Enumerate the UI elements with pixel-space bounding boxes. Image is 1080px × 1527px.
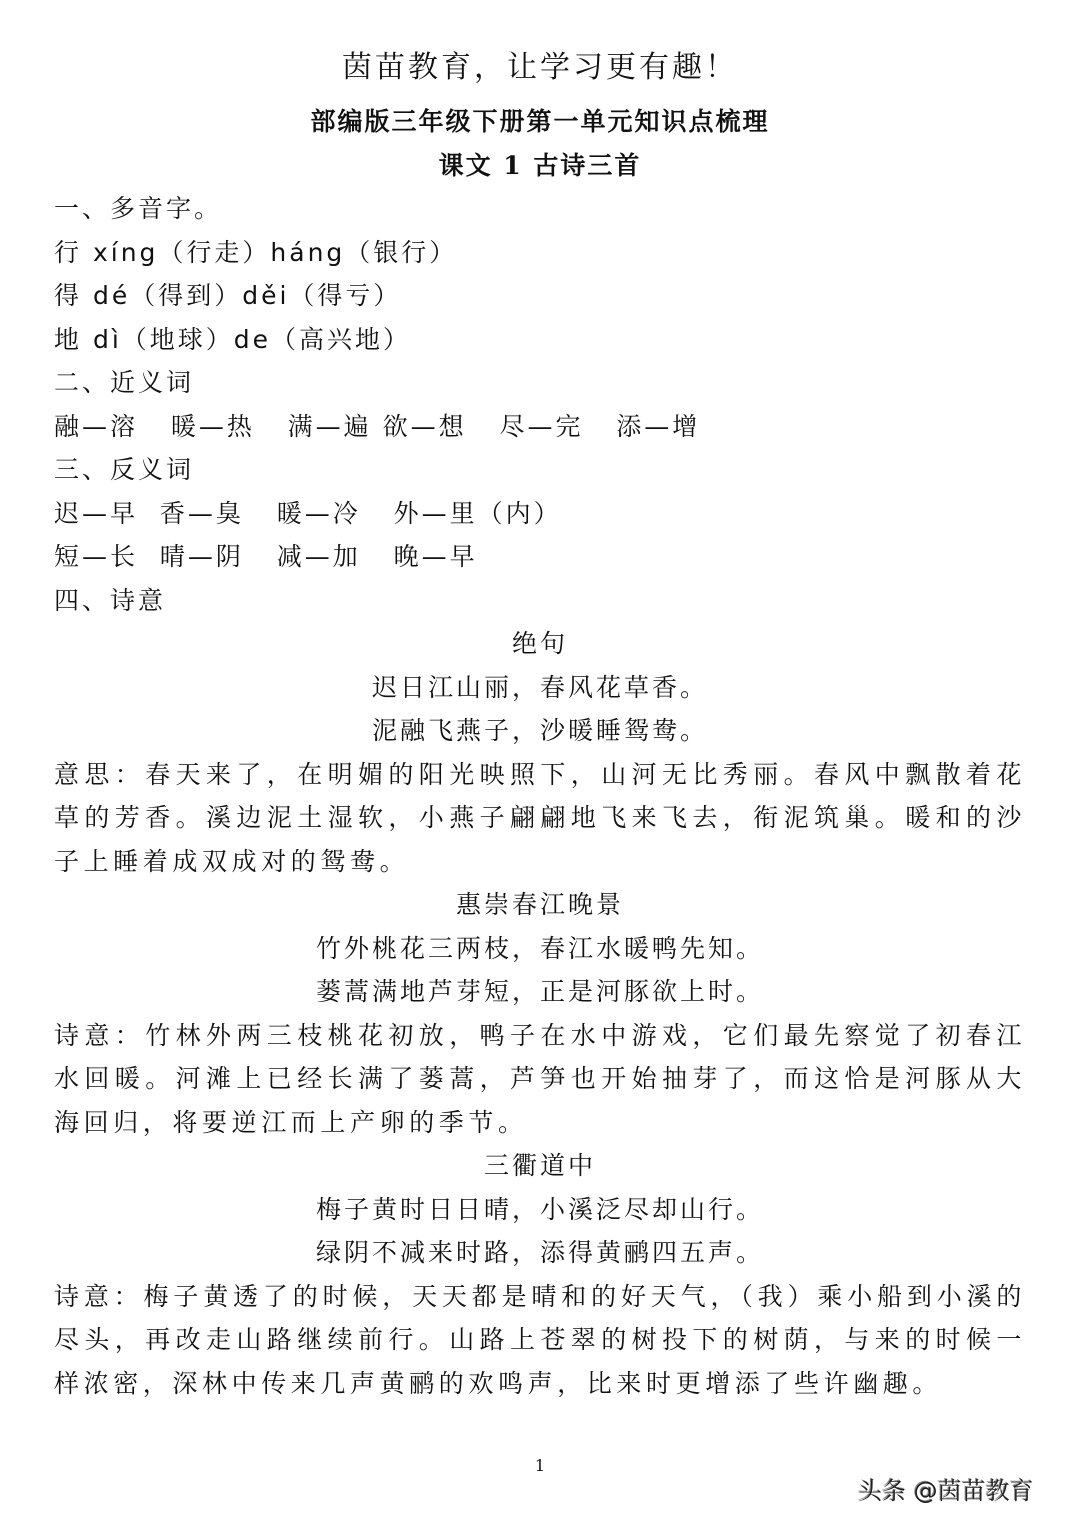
- poem-title: 三衢道中: [483, 1151, 596, 1180]
- poem-line: 绿阴不减来时路，添得黄鹂四五声。: [315, 1238, 764, 1267]
- poem-line: 竹外桃花三两枝，春江水暖鸭先知。: [315, 933, 764, 963]
- list-item: 地 dì（地球）de（高兴地）: [54, 324, 412, 354]
- poem-line: 蒌蒿满地芦芽短，正是河豚欲上时。: [315, 977, 764, 1006]
- poem-title: 绝句: [511, 629, 568, 658]
- lesson-title: 课文 1 古诗三首: [438, 150, 642, 180]
- poem-meaning: 诗意：梅子黄透了的时候，天天都是晴和的好天气，（我）乘小船到小溪的尽头，再改走山路继续前行。山路上苍翠的树投下的树荫，与来的时候一样浓密，深林中传来几声黄鹂的欢鸣声，比来时更增添了些许幽趣。: [54, 1281, 1026, 1398]
- list-item: 短—长 晴—阴 减—加 晚—早: [54, 542, 478, 571]
- document-page: [54, 46, 1026, 1405]
- list-item: 行 xíng（行走）háng（银行）: [54, 237, 458, 267]
- list-item: 融—溶 暖—热 满—遍 欲—想 尽—完 添—增: [54, 411, 701, 441]
- page-title: 茵苗教育，让学习更有趣！: [342, 50, 738, 85]
- poem-line: 梅子黄时日日晴，小溪泛尽却山行。: [315, 1194, 764, 1224]
- page-number: 1: [534, 1456, 546, 1475]
- section-heading: 四、诗意: [54, 585, 167, 615]
- document-subtitle: 部编版三年级下册第一单元知识点梳理: [310, 107, 770, 136]
- watermark: 头条 @茵苗教育: [858, 1477, 1034, 1505]
- poem-meaning: 诗意：竹林外两三枝桃花初放，鸭子在水中游戏，它们最先察觉了初春江水回暖。河滩上已经长满了蒌蒿，芦笋也开始抽芽了，而这恰是河豚从大海回归，将要逆江而上产卵的季节。: [54, 1020, 1026, 1137]
- list-item: 迟—早 香—臭 暖—冷 外—里（内）: [54, 498, 562, 528]
- poem-meaning: 意思：春天来了，在明媚的阳光映照下，山河无比秀丽。春风中飘散着花草的芳香。溪边泥土湿软，小燕子翩翩地飞来飞去，衔泥筑巢。暖和的沙子上睡着成双成对的鸳鸯。: [54, 759, 1026, 876]
- section-heading: 三、反义词: [54, 455, 195, 484]
- list-item: 得 dé（得到）děi（得亏）: [54, 281, 402, 310]
- section-heading: 一、多音字。: [54, 194, 223, 223]
- poem-line: 泥融飞燕子，沙暖睡鸳鸯。: [371, 716, 708, 745]
- poem-line: 迟日江山丽，春风花草香。: [371, 672, 708, 702]
- poem-title: 惠崇春江晚景: [455, 890, 624, 919]
- section-heading: 二、近义词: [54, 368, 195, 397]
